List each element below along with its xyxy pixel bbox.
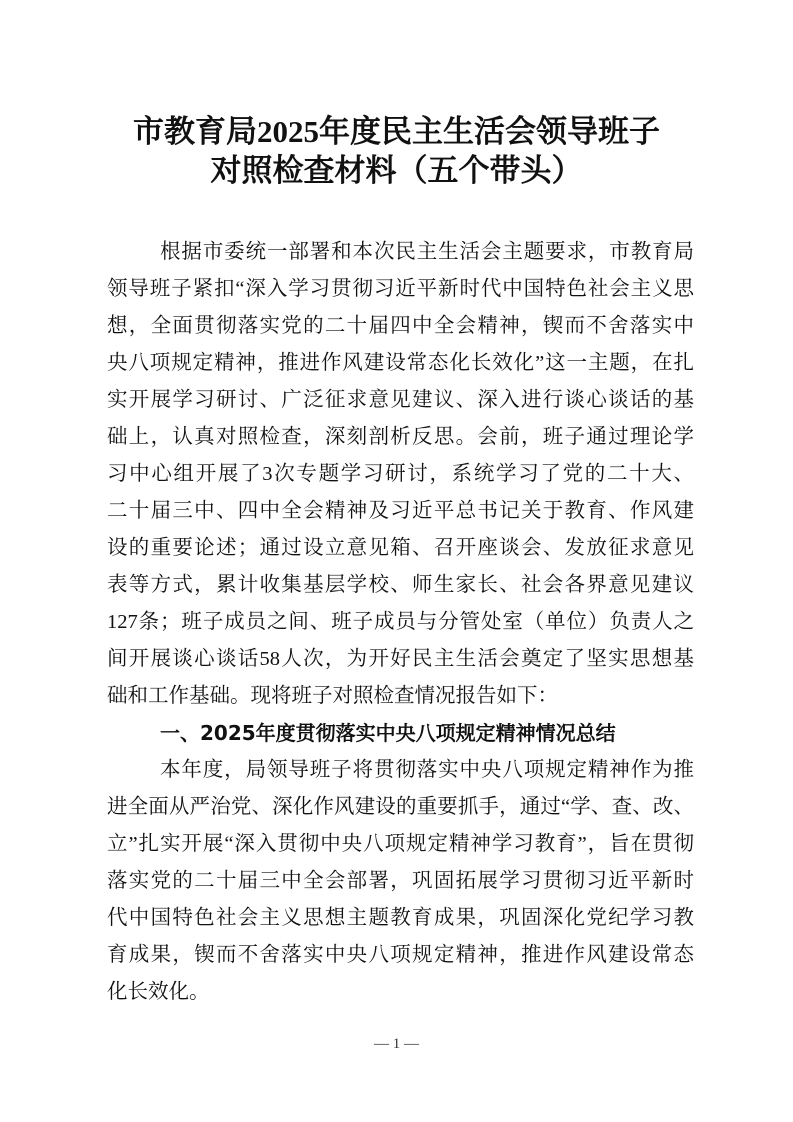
text-line: 二十届三中、四中全会精神及习近平总书记关于教育、作风建 bbox=[107, 500, 694, 522]
text-line: 础和工作基础。现将班子对照检查情况报告如下： bbox=[107, 685, 558, 707]
text-line: 领导班子紧扣“深入学习贯彻习近平新时代中国特色社会主义思 bbox=[107, 278, 694, 300]
text-line: 进全面从严治党、深化作风建设的重要抓手，通过“学、查、改、 bbox=[107, 796, 694, 818]
text-line: 127条；班子成员之间、班子成员与分管处室（单位）负责人之 bbox=[107, 611, 694, 633]
text-line: 根据市委统一部署和本次民主生活会主题要求，市教育局 bbox=[160, 241, 694, 263]
text-line: 表等方式，累计收集基层学校、师生家长、社会各界意见建议 bbox=[107, 574, 694, 596]
paragraph-intro bbox=[107, 234, 694, 715]
text-line: 习中心组开展了3次专题学习研讨，系统学习了党的二十大、 bbox=[107, 463, 694, 485]
paragraph-summary bbox=[107, 752, 694, 1011]
document-title-line-2: 对照检查材料（五个带头） bbox=[210, 153, 583, 188]
text-line: 本年度，局领导班子将贯彻落实中央八项规定精神作为推 bbox=[160, 759, 694, 781]
document-title-line-1: 市教育局2025年度民主生活会领导班子 bbox=[133, 114, 660, 149]
text-line: 央八项规定精神，推进作风建设常态化长效化”这一主题，在扎 bbox=[107, 352, 694, 374]
text-line: 育成果，锲而不舍落实中央八项规定精神，推进作风建设常态 bbox=[107, 944, 694, 966]
text-line: 设的重要论述；通过设立意见箱、召开座谈会、发放征求意见 bbox=[107, 537, 694, 559]
text-line: 化长效化。 bbox=[107, 981, 210, 1003]
page-number: — 1 — bbox=[374, 1036, 419, 1052]
text-line: 立”扎实开展“深入贯彻中央八项规定精神学习教育”，旨在贯彻 bbox=[107, 833, 694, 855]
text-line: 础上，认真对照检查，深刻剖析反思。会前，班子通过理论学 bbox=[107, 426, 694, 448]
text-line: 间开展谈心谈话58人次，为开好民主生活会奠定了坚实思想基 bbox=[107, 648, 694, 670]
text-line: 实开展学习研讨、广泛征求意见建议、深入进行谈心谈话的基 bbox=[107, 389, 694, 411]
document-body bbox=[107, 234, 694, 1011]
text-line: 落实党的二十届三中全会部署，巩固拓展学习贯彻习近平新时 bbox=[107, 870, 694, 892]
text-line: 代中国特色社会主义思想主题教育成果，巩固深化党纪学习教 bbox=[107, 907, 694, 929]
section-heading: 一、2025年度贯彻落实中央八项规定精神情况总结 bbox=[160, 721, 616, 745]
text-line: 想，全面贯彻落实党的二十届四中全会精神，锲而不舍落实中 bbox=[107, 315, 694, 337]
